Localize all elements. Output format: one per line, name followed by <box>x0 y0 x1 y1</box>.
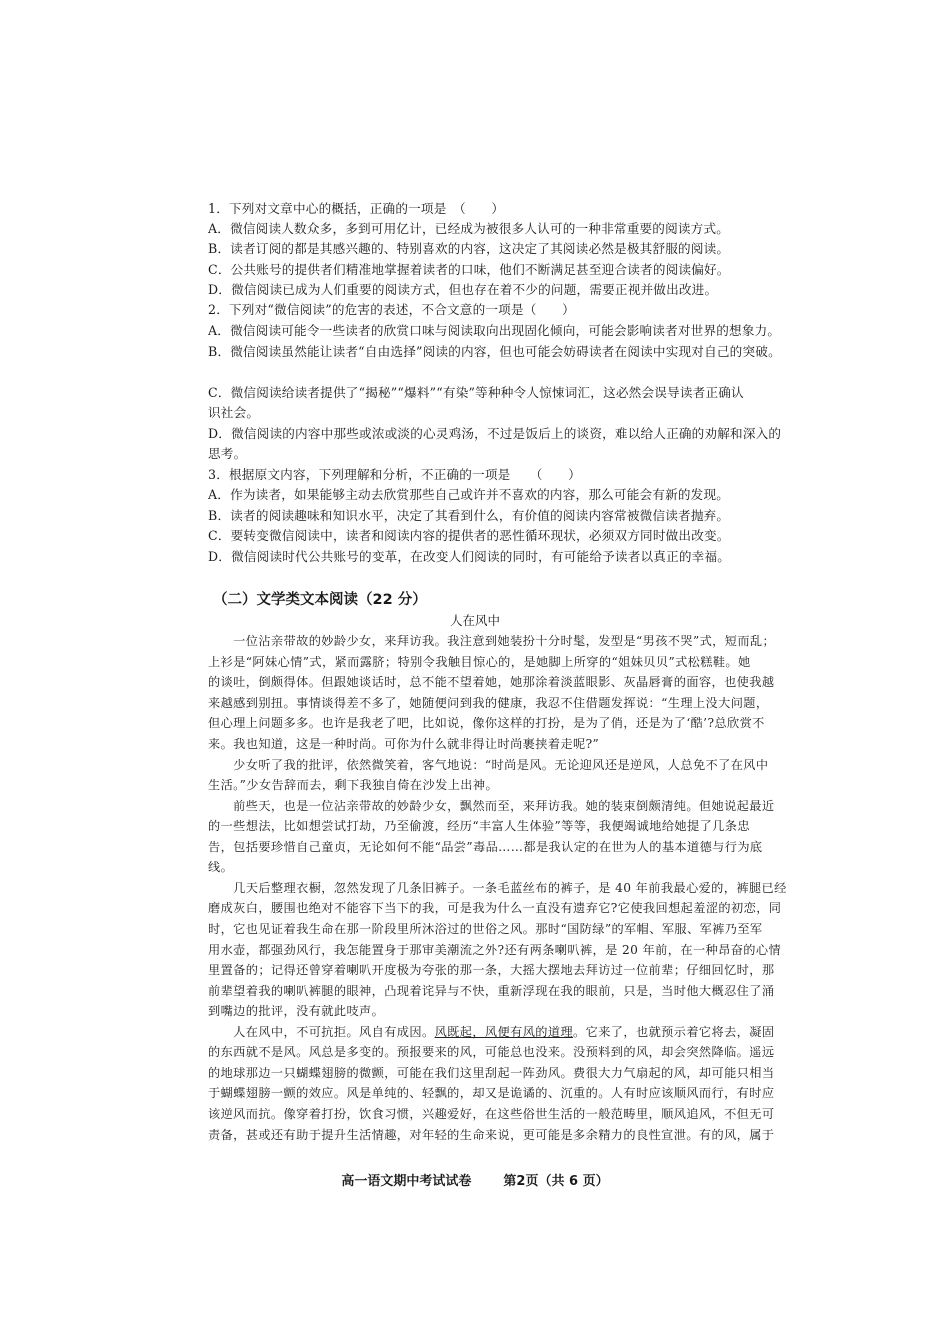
exam-name: 高一语文期中考试试卷 <box>341 1174 472 1189</box>
article-line: 的地球那边一只蝴蝶翅膀的微颤，可能在我们这里刮起一阵劲风。费很大力气扇起的风，却可能只相当 <box>208 1066 775 1080</box>
underlined-sentence: 风既起，风便有风的道理 <box>434 1025 574 1039</box>
q2-option-b: B．微信阅读虽然能让读者“自由选择”阅读的内容，但也可能会妨碍读者在阅读中实现对自己的突破。 <box>208 344 781 359</box>
article-line: 用水壶，都强劲风行，我怎能置身于那审美潮流之外?还有两条喇叭裤，是 20 年前，在一种昂奋的心情 <box>208 943 782 957</box>
article-line: 前些天，也是一位沾亲带故的妙龄少女，飘然而至，来拜访我。她的装束倒颇清纯。但她说起最近 <box>208 799 775 813</box>
article-line: 前辈望着我的喇叭裤腿的眼神，凸现着诧异与不快，重新浮现在我的眼前，只是，当时他大概忍住了涌 <box>208 984 775 998</box>
article-title: 人在风中 <box>449 613 500 628</box>
article-line: 上衫是“阿妹心情”式，紧而露脐；特别令我触目惊心的，是她脚上所穿的“姐妹贝贝”式松糕鞋。她 <box>208 655 751 669</box>
article-text: 人在风中，不可抗拒。风自有成因。 <box>208 1025 435 1039</box>
article-line <box>208 1022 806 1043</box>
article-line: 少女听了我的批评，依然微笑着，客气地说：“时尚是风。无论迎风还是逆风，人总免不了在风中 <box>208 758 769 772</box>
q2-option-d-line2: 思考。 <box>208 446 247 461</box>
q1-option-d: D．微信阅读已成为人们重要的阅读方式，但也存在着不少的问题，需要正视并做出改进。 <box>208 282 718 297</box>
q3-stem: 3．根据原文内容，下列理解和分析，不正确的一项是 （ ） <box>208 467 581 482</box>
article-line: 但心理上问题多多。也许是我老了吧，比如说，像你这样的打扮，是为了俏，还是为了‘酷’?总欣赏不 <box>208 716 765 730</box>
article-line: 责备，甚或还有助于提升生活情趣，对年轻的生命来说，更可能是多余精力的良性宣泄。有的风，属于 <box>208 1128 775 1142</box>
article-line: 到嘴边的批评，没有就此吱声。 <box>208 1004 385 1018</box>
q2-option-a: A．微信阅读可能令一些读者的欣赏口味与阅读取向出现固化倾向，可能会影响读者对世界的想象力。 <box>208 323 781 338</box>
article-line: 几天后整理衣橱，忽然发现了几条旧裤子。一条毛蓝丝布的裤子，是 40 年前我最心爱的，裤腿已经 <box>208 881 787 895</box>
q3-option-c: C．要转变微信阅读中，读者和阅读内容的提供者的恶性循环现状，必须双方同时做出改变。 <box>208 528 730 543</box>
page-footer <box>0 1170 950 1189</box>
article-line: 的谈吐，倒颇得体。但跟她谈话时，总不能不望着她，她那涂着淡蓝眼影、灰晶唇膏的面容，也使我越 <box>208 675 775 689</box>
article-line: 该逆风而抗。像穿着打扮，饮食习惯，兴趣爱好，在这些俗世生活的一般范畴里，顺风追风，不但无可 <box>208 1107 775 1121</box>
article-line: 时，它也见证着我生命在那一阶段里所沐浴过的世俗之风。那时“国防绿”的军帽、军服、军裤乃至军 <box>208 922 763 936</box>
article-text: 。它来了，也就预示着它将去，凝固 <box>573 1025 775 1039</box>
q2-option-d-line1: D．微信阅读的内容中那些或浓或淡的心灵鸡汤，不过是饭后上的谈资，难以给人正确的劝解和深入的 <box>208 426 782 441</box>
article-line: 一位沾亲带故的妙龄少女，来拜访我。我注意到她装扮十分时髦，发型是“男孩不哭”式，短而乱； <box>208 634 776 648</box>
section-title: （二）文学类文本阅读（22 分） <box>213 592 427 608</box>
q1-option-b: B．读者订阅的都是其感兴趣的、特别喜欢的内容，这决定了其阅读必然是极其舒服的阅读。 <box>208 241 730 256</box>
q1-option-a: A．微信阅读人数众多，多到可用亿计，已经成为被很多人认可的一种非常重要的阅读方式。 <box>208 221 730 236</box>
q1-option-c: C．公共账号的提供者们精准地掌握着读者的口味，他们不断满足甚至迎合读者的阅读偏好。 <box>208 262 730 277</box>
q2-option-c-line2: 识社会。 <box>208 405 260 420</box>
page-number: 第2页（共 6 页） <box>503 1174 609 1189</box>
article-line: 的东西就不是风。风总是多变的。预报要来的风，可能总也没来。没预料到的风，却会突然降临。遥远 <box>208 1045 775 1059</box>
q2-option-c-line1: C．微信阅读给读者提供了“揭秘”“爆料”“有染”等种种令人惊悚词汇，这必然会误导读者正确认 <box>208 385 744 400</box>
article-line: 的一些想法，比如想尝试打劫，乃至偷渡，经历“丰富人生体验”等等，我便竭诚地给她提了几条忠 <box>208 819 750 833</box>
article-line: 于蝴蝶翅膀一颤的效应。风是单纯的、轻飘的，却又是诡谲的、沉重的。人有时应该顺风而行，有时应 <box>208 1086 775 1100</box>
q2-stem: 2．下列对“微信阅读”的危害的表述，不合文意的一项是（ ） <box>208 302 575 317</box>
article-line: 来越感到别扭。事情谈得差不多了，她随便问到我的健康，我忍不住借题发挥说：“生理上没大问题， <box>208 696 769 710</box>
article-line: 来。我也知道，这是一种时尚。可你为什么就非得让时尚裹挟着走呢?” <box>208 737 600 751</box>
article-line: 生活。”少女告辞而去，剩下我独自倚在沙发上出神。 <box>208 778 499 792</box>
q1-stem: 1．下列对文章中心的概括，正确的一项是 （ ） <box>208 201 505 216</box>
article-line: 里置备的；记得还曾穿着喇叭开度极为夸张的那一条，大摇大摆地去拜访过一位前辈；仔细回忆时，那 <box>208 963 775 977</box>
article-line: 磨成灰白，腰围也绝对不能容下当下的我，可是我为什么一直没有遗弃它?它使我回想起羞涩的初恋，同 <box>208 901 782 915</box>
article-line: 告，包括要珍惜自己童贞，无论如何不能“品尝”毒品……都是我认定的在世为人的基本道德与行为底 <box>208 840 763 854</box>
q3-option-b: B．读者的阅读趣味和知识水平，决定了其看到什么，有价值的阅读内容常被微信读者抛弃。 <box>208 508 730 523</box>
q3-option-d: D．微信阅读时代公共账号的变革，在改变人们阅读的同时，有可能给予读者以真正的幸福。 <box>208 549 731 564</box>
q3-option-a: A．作为读者，如果能够主动去欣赏那些自己或许并不喜欢的内容，那么可能会有新的发现。 <box>208 487 730 502</box>
article-line: 线。 <box>208 860 234 874</box>
